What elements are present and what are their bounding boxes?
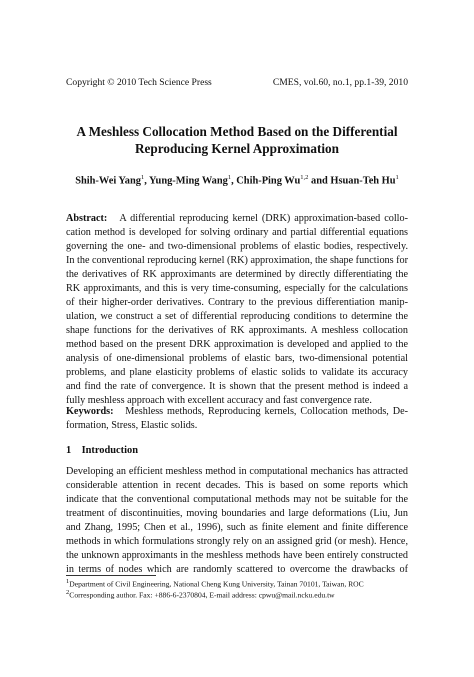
author-name: Yung-Ming Wang bbox=[149, 175, 228, 187]
author-separator: , bbox=[144, 175, 149, 187]
author-separator: , bbox=[231, 175, 237, 187]
body-line: in terms of nodes which are randomly scattered to overcome the drawbacks of bbox=[66, 564, 408, 575]
author-name: Shih-Wei Yang bbox=[75, 175, 141, 187]
keywords-line: formation, Stress, Elastic solids. bbox=[66, 420, 198, 431]
abstract-line: cation method is developed for solving ordinary and partial differential equations bbox=[66, 227, 408, 238]
abstract-line: analysis of one-dimensional problems of elastic bars, two-dimensional potential bbox=[66, 353, 408, 364]
body-line: and Zhang, 1995; Chen et al., 1996), such as finite element and finite difference bbox=[66, 522, 408, 533]
abstract-line: governing the one- and two-dimensional problems of elastic bodies, respectively. bbox=[66, 241, 408, 252]
abstract-line: problems, and plane elasticity problems of elastic solids to validate its accuracy bbox=[66, 367, 408, 378]
abstract-line: In the conventional reproducing kernel (RK) approximation, the shape functions for bbox=[66, 255, 409, 266]
abstract-line: of their higher-order derivatives. Contrary to the previous differentiation manip- bbox=[66, 297, 408, 308]
footnote bbox=[66, 578, 408, 589]
journal-header: CMES, vol.60, no.1, pp.1-39, 2010 bbox=[272, 77, 408, 88]
author-name: Hsuan-Teh Hu bbox=[330, 175, 396, 187]
affiliation-mark: 1 bbox=[395, 174, 399, 181]
paper-title-line-2: Reproducing Kernel Approximation bbox=[135, 141, 339, 156]
abstract-label: Abstract: bbox=[66, 213, 108, 224]
copyright-header: Copyright © 2010 Tech Science Press bbox=[66, 77, 212, 88]
affiliation-mark: 1 bbox=[140, 174, 145, 181]
keywords-label: Keywords: bbox=[66, 406, 114, 417]
footnote-mark: 1 bbox=[66, 578, 70, 585]
abstract-line: ulation, we construct a set of differential reproducing conditions to determine the bbox=[66, 311, 408, 322]
section-number: 1 bbox=[66, 445, 72, 456]
author-name: Chih-Ping Wu bbox=[236, 175, 301, 187]
keywords-text: Meshless methods, Reproducing kernels, Collocation methods, De- bbox=[125, 406, 409, 417]
section-heading bbox=[66, 445, 138, 456]
footnote bbox=[66, 589, 408, 600]
body-line: indicate that the conventional computational methods may not be suitable for the bbox=[66, 494, 408, 505]
footnote-text: Department of Civil Engineering, National Cheng Kung University, Tainan 70101, Taiwan, ROC bbox=[69, 579, 364, 589]
affiliation-mark: 1,2 bbox=[300, 174, 309, 181]
body-line: considerable attention in recent decades. This is based on some reports which bbox=[66, 480, 408, 491]
abstract-line bbox=[66, 212, 408, 225]
paper-title-line-1: A Meshless Collocation Method Based on the Differential bbox=[76, 124, 398, 139]
abstract-line: fully meshless approach with excellent accuracy and fast convergence rate. bbox=[66, 395, 372, 406]
keywords-line bbox=[66, 405, 408, 418]
body-line: Developing an efficient meshless method in computational mechanics has attracted bbox=[66, 466, 408, 477]
abstract-text: A differential reproducing kernel (DRK) approximation-based collo- bbox=[119, 213, 408, 224]
footnote-rule bbox=[66, 575, 156, 576]
body-line: treatment of discontinuities, moving boundaries and large deformations (Liu, Jun bbox=[66, 508, 408, 519]
body-line: methods in which formulations strongly rely on an assigned grid (or mesh). Hence, bbox=[66, 536, 408, 547]
abstract-line: shape functions for the derivatives of RK approximants. A meshless collocation bbox=[66, 325, 408, 336]
abstract-line: method based on the present DRK approximation is developed and applied to the bbox=[66, 339, 408, 350]
abstract-line: the derivatives of RK approximants are determined by directly differentiating the bbox=[66, 269, 408, 280]
abstract-line: RK approximants, and this is very time-consuming, especially for the calculations bbox=[66, 283, 408, 294]
abstract-line: and find the rate of convergence. It is shown that the present method is indeed a bbox=[66, 381, 408, 392]
author-list bbox=[30, 174, 444, 186]
footnote-mark: 2 bbox=[66, 589, 70, 596]
section-title: Introduction bbox=[81, 445, 138, 456]
affiliation-mark: 1 bbox=[227, 174, 232, 181]
footnote-text: Corresponding author. Fax: +886-6-2370804, E-mail address: cpwu@mail.ncku.edu.tw bbox=[69, 590, 335, 600]
author-separator: and bbox=[308, 175, 331, 187]
body-line: the unknown approximants in the meshless methods have been entirely constructed bbox=[66, 550, 408, 561]
